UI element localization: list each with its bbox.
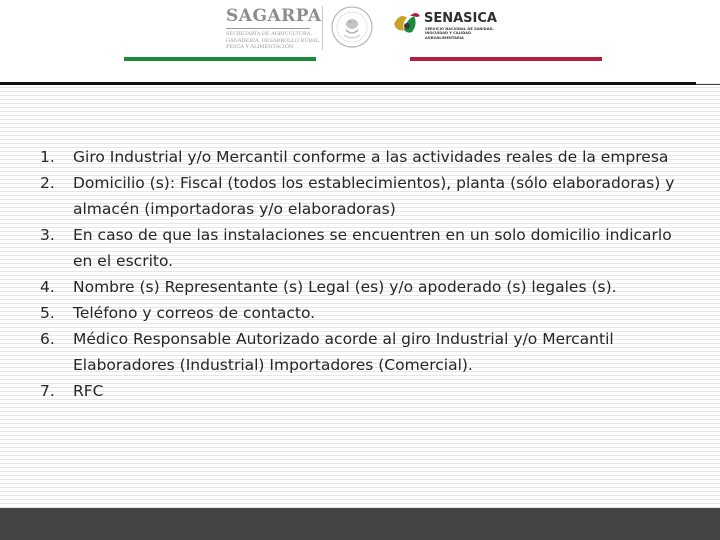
header-rule	[0, 82, 696, 85]
list-item-number: 4.	[40, 278, 55, 296]
requirements-list	[0, 144, 690, 404]
header	[0, 0, 720, 82]
header-rule-tail	[696, 84, 720, 85]
list-item-text: Teléfono y correos de contacto.	[73, 304, 316, 322]
list-item-number: 7.	[40, 382, 55, 400]
red-accent-bar	[410, 57, 602, 61]
list-item-text: En caso de que las instalaciones se encuentren en un solo domicilio indicarlo en el escrito.	[73, 226, 672, 270]
list-item-number: 1.	[40, 148, 55, 166]
list-item-number: 2.	[40, 174, 55, 192]
list-item-text: Nombre (s) Representante (s) Legal (es) y/o apoderado (s) legales (s).	[73, 278, 617, 296]
list-item-text: Médico Responsable Autorizado acorde al giro Industrial y/o Mercantil Elaboradores (Industrial) Importadores (Comercial).	[73, 330, 614, 374]
list-item	[0, 378, 690, 404]
list-item-number: 5.	[40, 304, 55, 322]
sagarpa-logo	[226, 6, 322, 50]
list-item	[0, 144, 690, 170]
list-item	[0, 170, 690, 222]
list-item	[0, 300, 690, 326]
green-accent-bar	[124, 57, 316, 61]
national-seal-icon	[330, 5, 374, 49]
senasica-logo-subtitle: SERVICIO NACIONAL DE SANIDAD, INOCUIDAD Y CALIDAD AGROALIMENTARIA	[425, 27, 494, 40]
list-item	[0, 274, 690, 300]
sagarpa-logo-subtitle: SECRETARÍA DE AGRICULTURA, GANADERÍA, DESARROLLO RURAL, PESCA Y ALIMENTACIÓN	[226, 31, 321, 50]
list-item	[0, 326, 690, 378]
list-item-number: 6.	[40, 330, 55, 348]
list-item-text: Giro Industrial y/o Mercantil conforme a las actividades reales de la empresa	[73, 148, 669, 166]
logo-divider	[322, 6, 323, 50]
senasica-logo-title: SENASICA	[424, 11, 497, 26]
senasica-logo	[392, 8, 512, 48]
list-item	[0, 222, 690, 274]
list-item-text: Domicilio (s): Fiscal (todos los establecimientos), planta (sólo elaboradoras) y almacén (importadoras y/o elaboradoras)	[73, 174, 675, 218]
sagarpa-logo-rule	[226, 28, 310, 29]
list-item-text: RFC	[73, 382, 104, 400]
list-item-number: 3.	[40, 226, 55, 244]
footer-bar	[0, 508, 720, 540]
sagarpa-logo-title: SAGARPA	[226, 6, 322, 26]
senasica-emblem-icon	[392, 10, 422, 38]
